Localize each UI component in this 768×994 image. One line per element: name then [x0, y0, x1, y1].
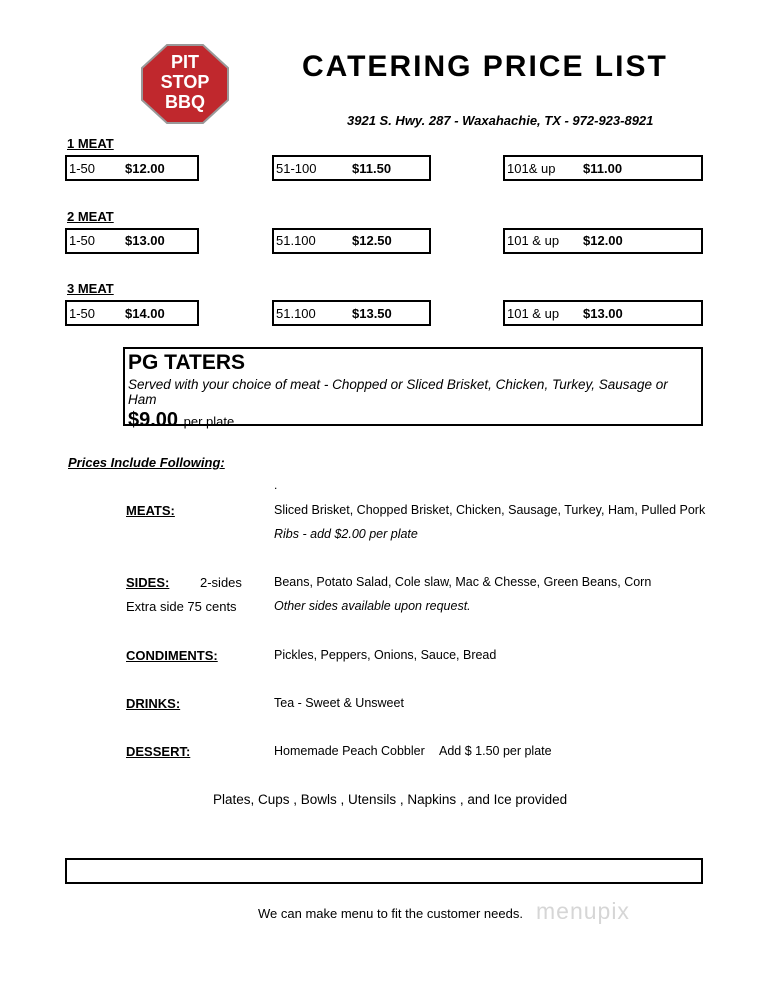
quantity-range: 1-50 [69, 160, 96, 176]
stray-dot: . [274, 478, 278, 492]
sides-label: SIDES: [126, 575, 170, 590]
taters-unit: per plate [183, 414, 235, 429]
quantity-range: 51.100 [276, 233, 316, 248]
pg-taters-box [123, 347, 703, 431]
sides-text: Beans, Potato Salad, Cole slaw, Mac & Chesse, Green Beans, Corn [274, 575, 652, 589]
price-box [65, 155, 199, 181]
condiments-text: Pickles, Peppers, Onions, Sauce, Bread [274, 648, 497, 662]
meats-label: MEATS: [126, 503, 175, 518]
price-box [272, 155, 431, 181]
price: $14.00 [125, 305, 165, 321]
taters-price: $9.00 [128, 409, 179, 431]
tier-label: 3 MEAT [67, 281, 114, 296]
meats-text: Sliced Brisket, Chopped Brisket, Chicken, Sausage, Turkey, Ham, Pulled Pork [274, 503, 706, 517]
price-box [503, 300, 703, 326]
quantity-range: 101 & up [507, 305, 560, 321]
sides-count: 2-sides [200, 575, 242, 590]
price: $12.00 [583, 233, 623, 248]
page-title: CATERING PRICE LIST [302, 50, 668, 83]
price-box [503, 228, 703, 254]
quantity-range: 51.100 [276, 305, 316, 321]
quantity-range: 1-50 [69, 305, 96, 321]
price: $11.00 [583, 160, 623, 176]
price-box [272, 228, 431, 254]
ribs-note: Ribs - add $2.00 per plate [274, 527, 418, 541]
price: $12.50 [352, 233, 392, 248]
quantity-range: 101 & up [507, 233, 560, 248]
price: $12.00 [125, 160, 165, 176]
price-box [65, 228, 199, 254]
quantity-range: 101& up [507, 160, 556, 176]
logo-text: BBQ [165, 92, 205, 112]
dessert-text: Homemade Peach Cobbler [274, 744, 425, 758]
taters-title: PG TATERS [128, 351, 246, 374]
footer-text: We can make menu to fit the customer needs. [258, 906, 523, 921]
address: 3921 S. Hwy. 287 - Waxahachie, TX - 972-923-8921 [347, 113, 654, 128]
quantity-range: 1-50 [69, 233, 96, 248]
quantity-range: 51-100 [276, 160, 317, 176]
tier-label: 2 MEAT [67, 208, 114, 224]
logo-text: STOP [160, 72, 210, 92]
footer-box [65, 858, 703, 884]
price: $13.00 [583, 305, 623, 321]
drinks-label: DRINKS: [126, 696, 181, 711]
price-box [65, 300, 199, 326]
includes-heading: Prices Include Following: [68, 455, 225, 470]
menupix-watermark: menupix [536, 898, 630, 924]
drinks-text: Tea - Sweet & Unsweet [274, 696, 404, 710]
dessert-label: DESSERT: [126, 744, 191, 759]
logo-text: PIT [170, 52, 200, 72]
provided-text: Plates, Cups , Bowls , Utensils , Napkins , and Ice provided [213, 792, 568, 807]
price-box [503, 155, 703, 181]
dessert-add: Add $ 1.50 per plate [439, 744, 552, 758]
sides-note: Other sides available upon request. [274, 599, 471, 613]
tier-label: 1 MEAT [67, 136, 114, 151]
taters-description: Served with your choice of meat - Chopped or Sliced Brisket, Chicken, Turkey, Sausage or Ham [128, 377, 668, 407]
price: $13.50 [352, 305, 392, 321]
price-box [272, 300, 431, 326]
condiments-label: CONDIMENTS: [126, 648, 218, 663]
extra-side: Extra side 75 cents [126, 599, 237, 614]
price: $11.50 [352, 160, 392, 176]
pit-stop-bbq-logo [141, 44, 229, 124]
price: $13.00 [125, 233, 165, 248]
